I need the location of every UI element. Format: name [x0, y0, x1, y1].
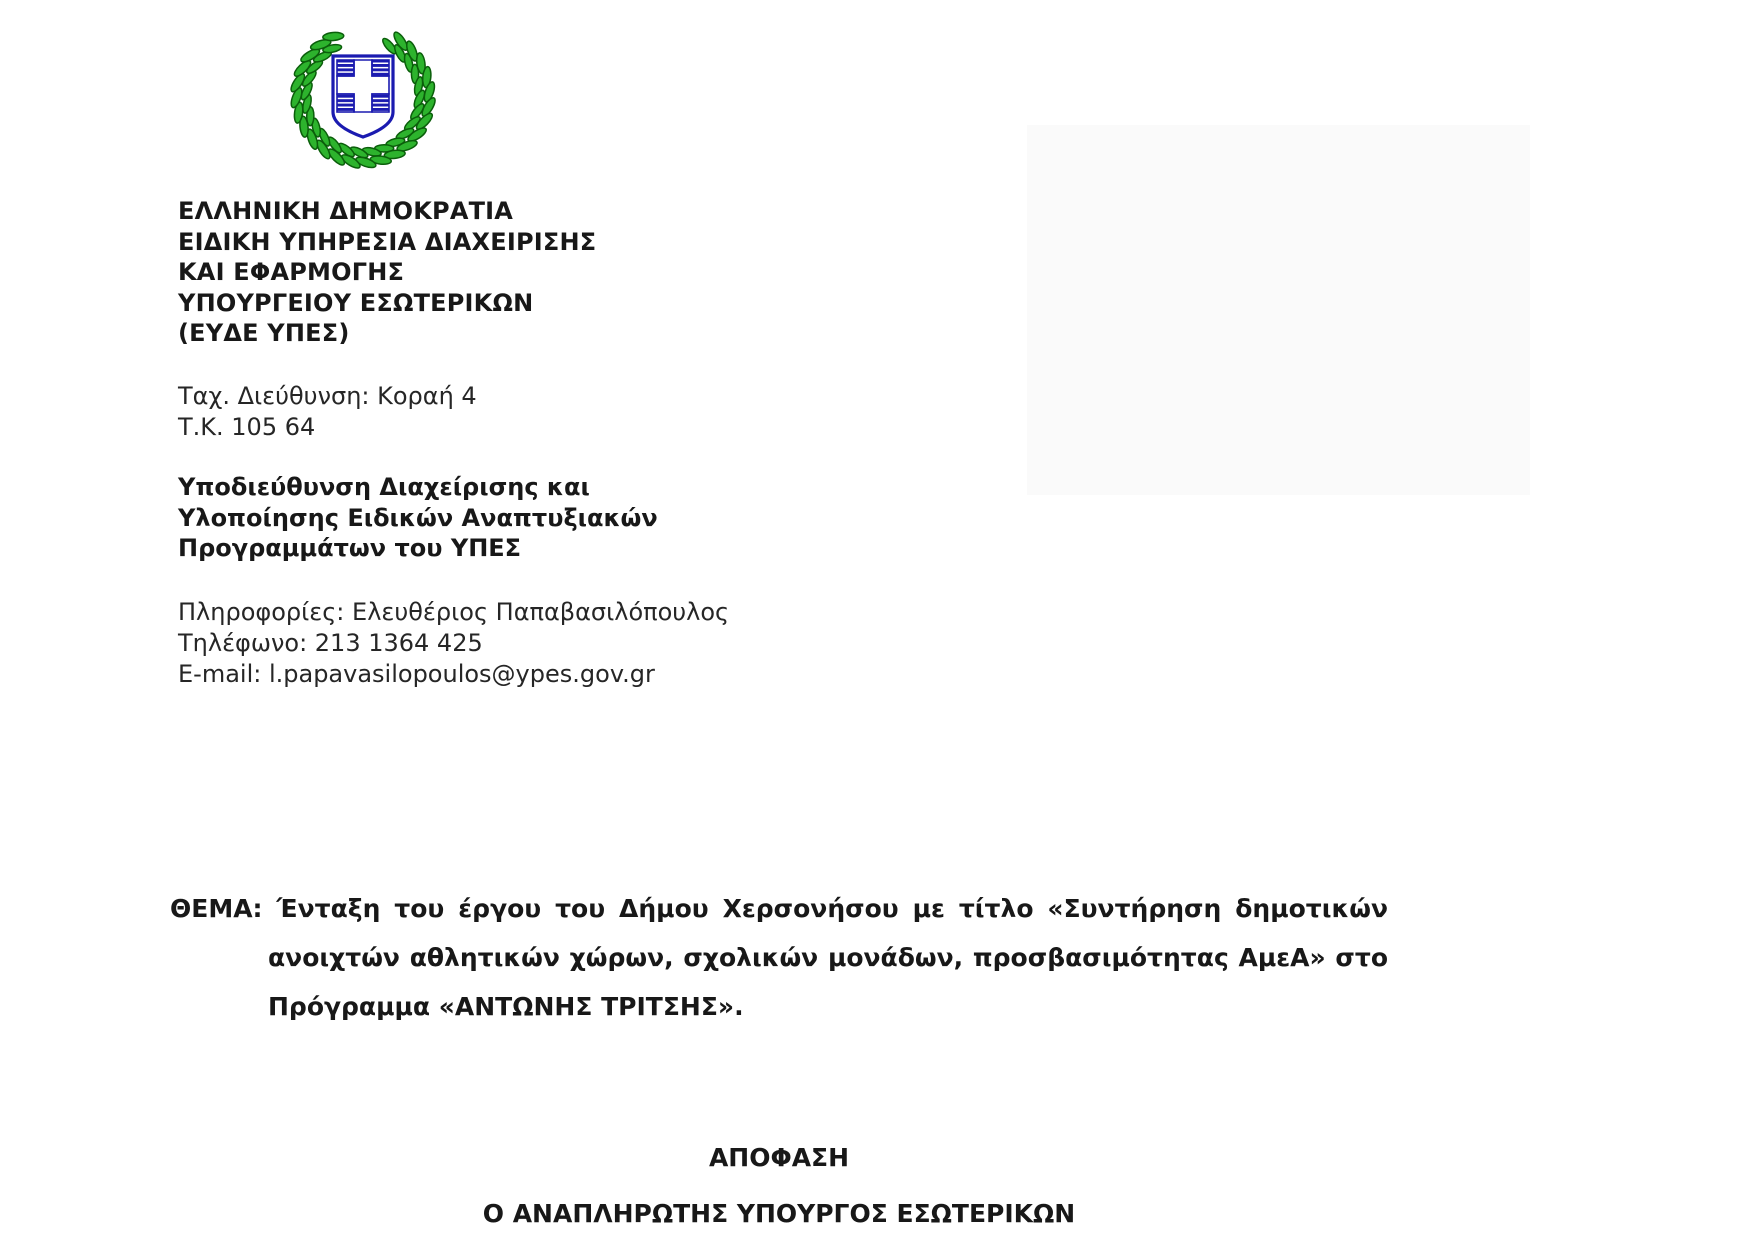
subject-text: Ένταξη του έργου του Δήμου Χερσονήσου με τίτλο «Συντήρηση δημοτικών ανοιχτών αθλητικών χώρων, σχολικών μονάδων, προσβασιμότητας ΑμεΑ» στο Πρόγραμμα «ΑΝΤΩΝΗΣ ΤΡΙΤΣΗΣ».: [268, 894, 1388, 1021]
greek-coat-of-arms-icon: [284, 20, 442, 170]
shield: [333, 56, 393, 137]
postal-code: Τ.Κ. 105 64: [178, 413, 316, 441]
agency-line: ΚΑΙ ΕΦΑΡΜΟΓΗΣ: [178, 258, 405, 286]
subject-label: ΘΕΜΑ:: [170, 894, 263, 923]
agency-line: (ΕΥΔΕ ΥΠΕΣ): [178, 319, 350, 347]
decision-block: [170, 1143, 1388, 1228]
agency-header-block: [178, 196, 596, 349]
agency-line: ΥΠΟΥΡΓΕΙΟΥ ΕΣΩΤΕΡΙΚΩΝ: [178, 288, 534, 317]
postal-address-block: [178, 381, 477, 443]
subdivision-line: Προγραμμάτων του ΥΠΕΣ: [178, 534, 522, 562]
postal-street: Ταχ. Διεύθυνση: Κοραή 4: [178, 382, 477, 410]
decision-subtitle: Ο ΑΝΑΠΛΗΡΩΤΗΣ ΥΠΟΥΡΓΟΣ ΕΣΩΤΕΡΙΚΩΝ: [482, 1199, 1076, 1228]
contact-block: [178, 597, 729, 690]
contact-phone: Τηλέφωνο: 213 1364 425: [178, 629, 483, 657]
subdivision-block: [178, 472, 658, 564]
subdivision-line: Υλοποίησης Ειδικών Αναπτυξιακών: [178, 503, 658, 532]
agency-line: ΕΙΔΙΚΗ ΥΠΗΡΕΣΙΑ ΔΙΑΧΕΙΡΙΣΗΣ: [178, 227, 597, 256]
subject-paragraph: [170, 884, 1388, 1031]
contact-email: E-mail: l.papavasilopoulos@ypes.gov.gr: [178, 660, 655, 688]
agency-line: ΕΛΛΗΝΙΚΗ ΔΗΜΟΚΡΑΤΙΑ: [178, 197, 514, 225]
contact-person: Πληροφορίες: Ελευθέριος Παπαβασιλόπουλος: [178, 598, 730, 626]
subdivision-line: Υποδιεύθυνση Διαχείρισης και: [178, 473, 590, 501]
decision-title: ΑΠΟΦΑΣΗ: [708, 1143, 850, 1172]
blank-placeholder-region: [1027, 125, 1530, 495]
